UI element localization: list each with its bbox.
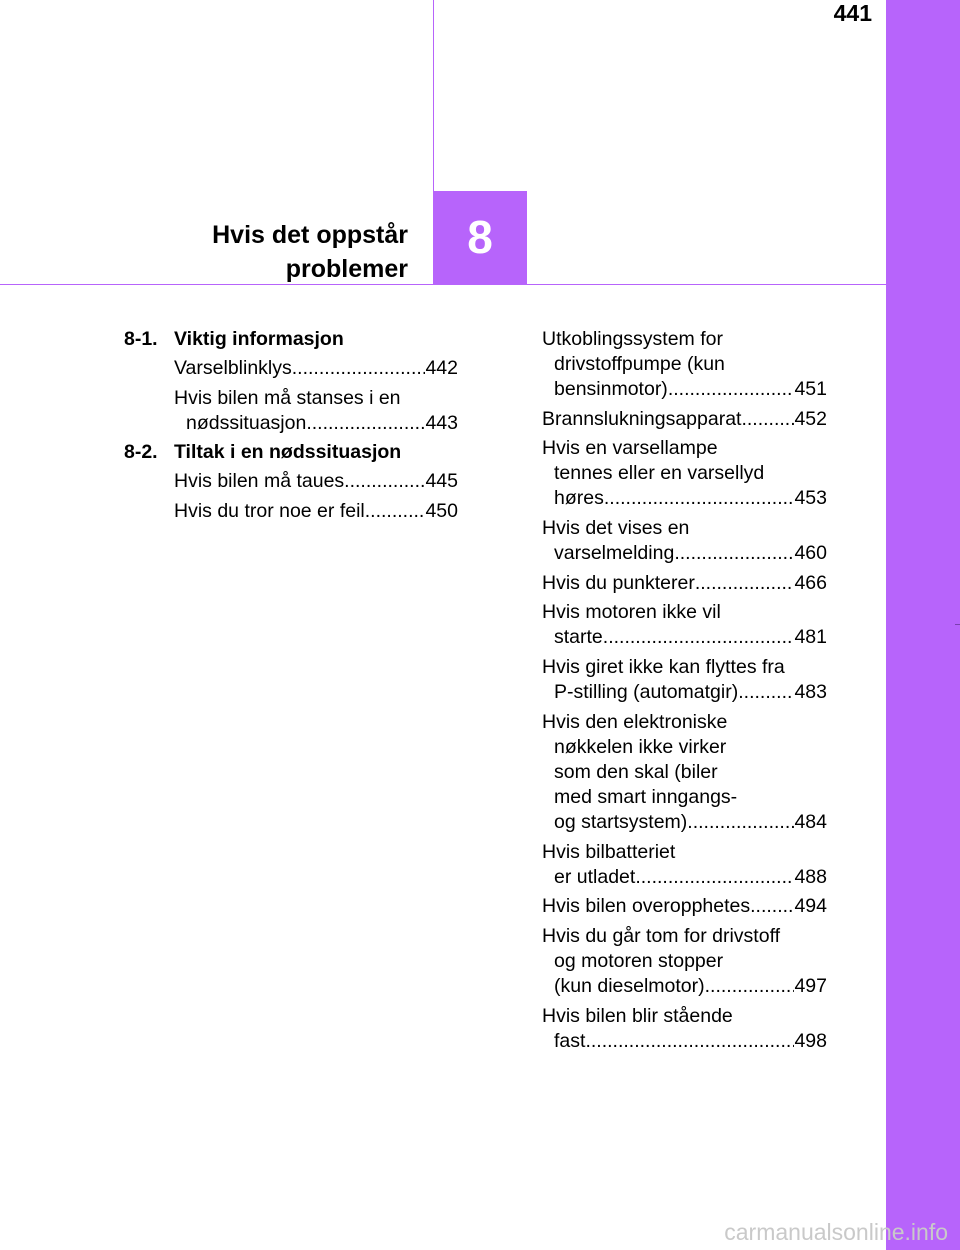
toc-page-number: 460 <box>794 542 827 565</box>
toc-entry[interactable] <box>174 469 458 494</box>
toc-entry-text: tennes eller en varsellyd <box>554 462 765 485</box>
toc-entry-text: Hvis bilen blir stående <box>542 1004 733 1027</box>
toc-entry[interactable] <box>542 924 827 999</box>
toc-entry-text: Hvis du punkterer <box>542 571 695 594</box>
dot-leader <box>738 680 794 705</box>
toc-entry-text: nødssituasjon <box>186 411 307 434</box>
toc-entry-text: Hvis den elektroniske <box>542 710 728 733</box>
toc-entry[interactable] <box>542 710 827 835</box>
toc-entry[interactable] <box>542 436 827 511</box>
section-number: 8-1. <box>124 328 158 350</box>
toc-entry-text: Hvis motoren ikke vil <box>542 601 721 624</box>
toc-entry[interactable] <box>542 327 827 402</box>
toc-entry-text: Hvis en varsellampe <box>542 437 718 460</box>
dot-leader <box>635 865 794 890</box>
toc-page-number: 488 <box>794 865 827 888</box>
toc-entry-text: er utladet <box>554 865 636 888</box>
toc-entry-text: med smart inngangs- <box>554 785 738 808</box>
toc-entry[interactable] <box>174 499 458 524</box>
section-title: Tiltak i en nødssituasjon <box>174 441 402 464</box>
toc-page-number: 450 <box>425 500 458 523</box>
toc-entry-text: Utkoblingssystem for <box>542 328 723 350</box>
dot-leader <box>687 810 794 835</box>
toc-entry-text: Brannslukningsapparat <box>542 407 742 430</box>
toc-entry-text: Hvis giret ikke kan flyttes fra <box>542 656 785 679</box>
toc-entry[interactable] <box>542 655 827 705</box>
toc-entry-text: Hvis bilen må stanses i en <box>174 386 401 409</box>
toc-entry-text: starte <box>554 626 603 649</box>
chapter-number-box: 8 <box>433 191 527 284</box>
toc-entry-text: høres <box>554 487 604 510</box>
toc-page-number: 466 <box>794 571 827 594</box>
dot-leader <box>741 407 794 432</box>
toc-page-number: 445 <box>425 470 458 493</box>
dot-leader <box>604 486 795 511</box>
section-number: 8-2. <box>124 441 158 464</box>
watermark-text: carmanualsonline.info <box>724 1219 948 1245</box>
toc-entry[interactable] <box>174 356 458 381</box>
toc-entry-text: drivstoffpumpe (kun <box>554 353 725 375</box>
dot-leader <box>306 411 425 436</box>
toc-entry[interactable] <box>542 407 827 432</box>
toc-entry[interactable] <box>542 571 827 596</box>
toc-page-number: 451 <box>794 378 827 400</box>
dot-leader <box>603 625 795 650</box>
toc-section-heading[interactable] <box>124 327 458 352</box>
toc-page-number: 452 <box>794 407 827 430</box>
toc-page-number: 453 <box>794 487 827 510</box>
toc-entry-text: fast <box>554 1029 586 1052</box>
header-horizontal-rule <box>0 284 886 285</box>
toc-entry-text: og motoren stopper <box>554 949 724 972</box>
toc-entry[interactable] <box>542 600 827 650</box>
toc-page-number: 481 <box>794 626 827 649</box>
toc-entry[interactable] <box>542 840 827 890</box>
toc-left-column <box>124 327 458 529</box>
toc-entry[interactable] <box>542 894 827 919</box>
toc-entry[interactable] <box>174 386 458 436</box>
dot-leader <box>695 571 795 596</box>
toc-entry-text: bensinmotor) <box>554 378 668 400</box>
toc-entry-text: nøkkelen ikke virker <box>554 735 727 758</box>
toc-entry-text: (kun dieselmotor) <box>554 974 705 997</box>
toc-entry-text: Hvis bilen overopphetes <box>542 895 751 918</box>
dot-leader <box>674 541 794 566</box>
page-number: 441 <box>833 0 872 26</box>
toc-section-heading[interactable] <box>124 440 458 465</box>
toc-entry-text: som den skal (biler <box>554 760 718 783</box>
chapter-title-line: Hvis det oppstår <box>212 221 408 249</box>
toc-page-number: 442 <box>425 357 458 379</box>
toc-entry-text: Hvis du tror noe er feil <box>174 500 365 523</box>
dot-leader <box>585 1029 794 1054</box>
toc-entry-text: Hvis bilbatteriet <box>542 840 676 863</box>
toc-page-number: 497 <box>794 974 827 997</box>
dot-leader <box>750 894 794 919</box>
dot-leader <box>705 974 795 999</box>
chapter-title <box>212 218 408 286</box>
toc-entry-text: og startsystem) <box>554 810 688 833</box>
toc-page-number: 484 <box>794 810 827 833</box>
toc-right-column <box>542 327 827 1058</box>
chapter-side-tab <box>886 0 960 1250</box>
toc-page-number: 494 <box>794 895 827 918</box>
chapter-title-line: problemer <box>285 255 408 283</box>
section-title: Viktig informasjon <box>174 328 344 350</box>
dot-leader <box>344 469 425 494</box>
dot-leader <box>365 499 426 524</box>
toc-page-number: 498 <box>794 1029 827 1052</box>
toc-entry[interactable] <box>542 516 827 566</box>
toc-entry-text: P-stilling (automatgir) <box>554 681 739 704</box>
dot-leader <box>292 356 426 381</box>
toc-page-number: 483 <box>794 681 827 704</box>
side-tab-tick <box>955 624 960 625</box>
toc-entry-text: varselmelding <box>554 542 675 565</box>
toc-entry-text: Hvis det vises en <box>542 517 690 540</box>
toc-entry-text: Hvis bilen må taues <box>174 470 345 493</box>
toc-page-number: 443 <box>425 411 458 434</box>
dot-leader <box>668 377 795 402</box>
toc-entry-text: Varselblinklys <box>174 357 292 379</box>
toc-entry-text: Hvis du går tom for drivstoff <box>542 924 781 947</box>
toc-entry[interactable] <box>542 1004 827 1054</box>
